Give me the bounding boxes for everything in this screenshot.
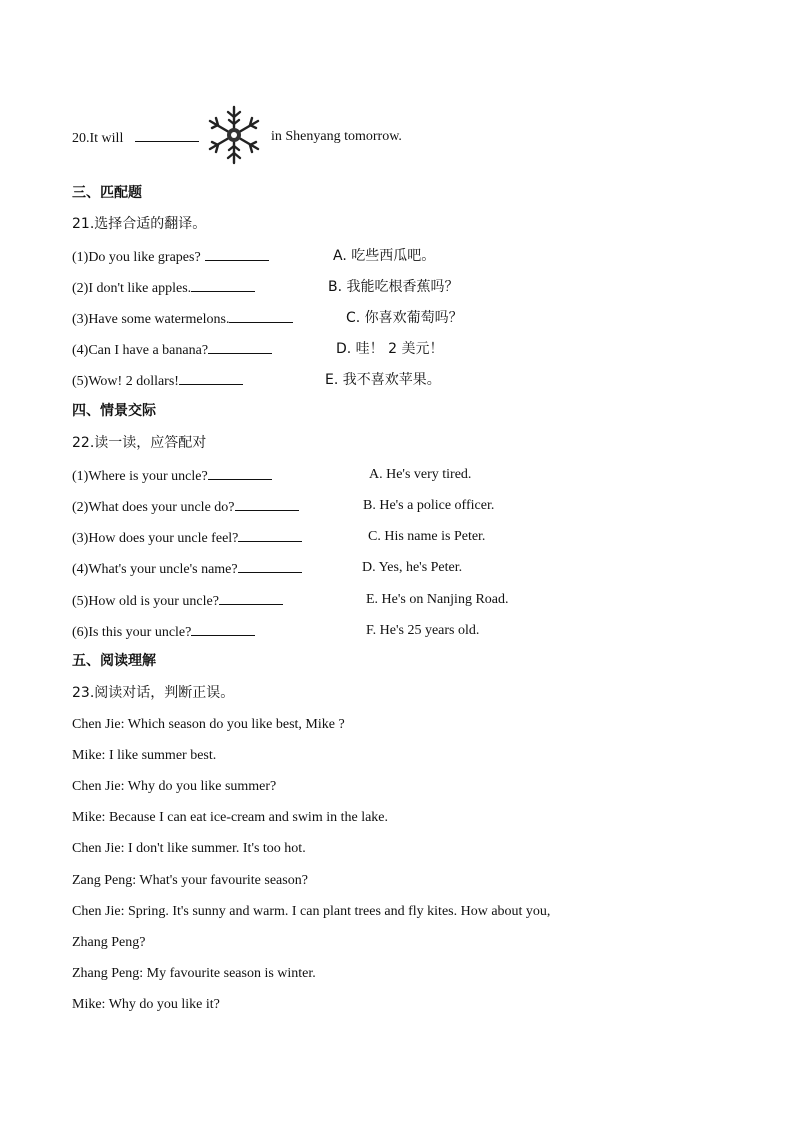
dialogue-line: Mike: Because I can eat ice-cream and swim in the lake. bbox=[72, 810, 389, 825]
q22-option-a: A. He's very tired. bbox=[369, 467, 472, 482]
answer-blank[interactable] bbox=[135, 128, 199, 142]
answer-blank[interactable] bbox=[229, 309, 293, 323]
q22-item-2: (2)What does your uncle do? bbox=[72, 497, 299, 517]
q21-item-1: (1)Do you like grapes? bbox=[72, 247, 269, 267]
dialogue-line: Mike: Why do you like it? bbox=[72, 997, 220, 1012]
q22-item-6: (6)Is this your uncle? bbox=[72, 622, 255, 642]
dialogue-line: Zhang Peng? bbox=[72, 935, 146, 950]
q21-item-5: (5)Wow! 2 dollars! bbox=[72, 371, 243, 391]
q22-option-d: D. Yes, he's Peter. bbox=[362, 560, 463, 575]
dialogue-line: Chen Jie: Why do you like summer? bbox=[72, 779, 277, 794]
answer-blank[interactable] bbox=[179, 371, 243, 385]
q22-option-f: F. He's 25 years old. bbox=[366, 623, 480, 638]
question-23-title: 23.阅读对话，判断正误。 bbox=[72, 685, 235, 701]
answer-blank[interactable] bbox=[235, 497, 299, 511]
dialogue-line: Zang Peng: What's your favourite season? bbox=[72, 873, 308, 888]
q21-option-d: D. 哇！ 2 美元！ bbox=[336, 341, 444, 357]
question-21-title: 21.选择合适的翻译。 bbox=[72, 216, 207, 232]
q22-item-5: (5)How old is your uncle? bbox=[72, 591, 283, 611]
q22-option-c: C. His name is Peter. bbox=[368, 529, 486, 544]
q22-option-b: B. He's a police officer. bbox=[363, 498, 495, 513]
answer-blank[interactable] bbox=[191, 622, 255, 636]
dialogue-line: Chen Jie: Which season do you like best, Mike ? bbox=[72, 717, 345, 732]
dialogue-line: Zhang Peng: My favourite season is winter. bbox=[72, 966, 316, 981]
snowflake-icon bbox=[203, 104, 265, 166]
q22-option-e: E. He's on Nanjing Road. bbox=[366, 592, 509, 607]
answer-blank[interactable] bbox=[191, 278, 255, 292]
section-3-title: 三、匹配题 bbox=[72, 185, 142, 201]
answer-blank[interactable] bbox=[219, 591, 283, 605]
q21-item-3: (3)Have some watermelons. bbox=[72, 309, 293, 329]
dialogue-line: Mike: I like summer best. bbox=[72, 748, 217, 763]
q22-item-1: (1)Where is your uncle? bbox=[72, 466, 272, 486]
q21-option-b: B. 我能吃根香蕉吗？ bbox=[328, 279, 459, 295]
question-22-title: 22.读一读，应答配对 bbox=[72, 435, 207, 451]
q22-item-4: (4)What's your uncle's name? bbox=[72, 559, 302, 579]
q22-item-3: (3)How does your uncle feel? bbox=[72, 528, 302, 548]
q20-prefix: 20.It will bbox=[72, 131, 124, 146]
q21-option-c: C. 你喜欢葡萄吗？ bbox=[346, 310, 463, 326]
answer-blank[interactable] bbox=[238, 528, 302, 542]
answer-blank[interactable] bbox=[208, 466, 272, 480]
q21-item-4: (4)Can I have a banana? bbox=[72, 340, 272, 360]
q21-option-e: E. 我不喜欢苹果。 bbox=[325, 372, 441, 388]
dialogue-line: Chen Jie: I don't like summer. It's too hot. bbox=[72, 841, 306, 856]
q21-item-2: (2)I don't like apples. bbox=[72, 278, 255, 298]
question-20 bbox=[72, 128, 199, 148]
answer-blank[interactable] bbox=[238, 559, 302, 573]
answer-blank[interactable] bbox=[208, 340, 272, 354]
dialogue-line: Chen Jie: Spring. It's sunny and warm. I can plant trees and fly kites. How about you, bbox=[72, 904, 551, 919]
section-5-title: 五、阅读理解 bbox=[72, 653, 156, 669]
section-4-title: 四、情景交际 bbox=[72, 403, 156, 419]
q21-option-a: A. 吃些西瓜吧。 bbox=[333, 248, 436, 264]
q20-suffix: in Shenyang tomorrow. bbox=[271, 129, 402, 144]
answer-blank[interactable] bbox=[205, 247, 269, 261]
